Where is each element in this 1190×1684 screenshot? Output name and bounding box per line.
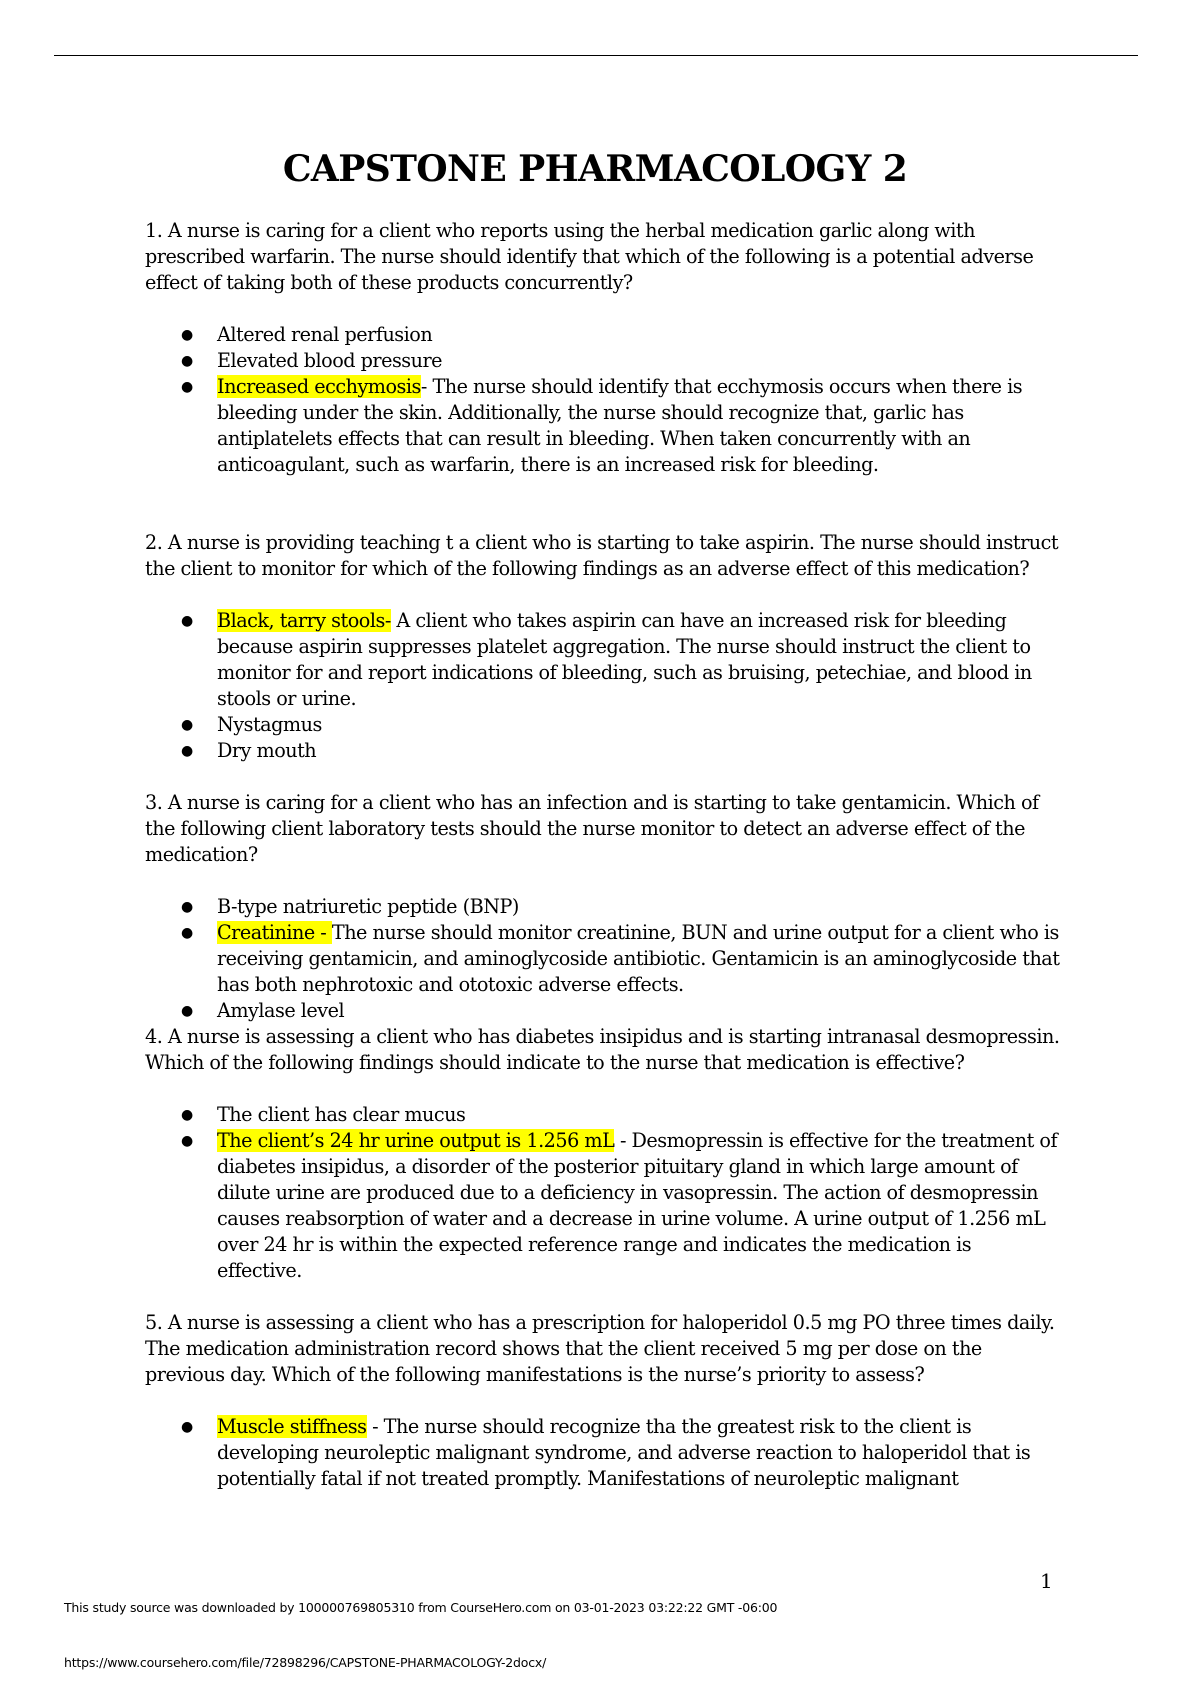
- option-label: Amylase level: [217, 999, 345, 1022]
- answer-options: [145, 1414, 1060, 1492]
- answer-explanation: - The nurse should identify that ecchymosis occurs when there is bleeding under the skin. Additionally, the nurse should recognize that, garlic has antiplatelets effects that can result in bleeding. When taken concurrently with an anticoagulant, such as warfarin, there is an increased risk for bleeding.: [217, 375, 1023, 476]
- question-text: 1. A nurse is caring for a client who reports using the herbal medication garlic along with prescribed warfarin. The nurse should identify that which of the following is a potential adverse effect of taking both of these products concurrently?: [145, 219, 1034, 294]
- question-text: 2. A nurse is providing teaching t a client who is starting to take aspirin. The nurse should instruct the client to monitor for which of the following findings as an adverse effect of this medication?: [145, 531, 1059, 580]
- question-text: 4. A nurse is assessing a client who has diabetes insipidus and is starting intranasal desmopressin. Which of the following findings should indicate to the nurse that medication is effective?: [145, 1025, 1060, 1074]
- bullet-icon: ●: [181, 1419, 193, 1435]
- bullet-icon: ●: [181, 743, 193, 759]
- correct-answer-option: [145, 374, 1060, 478]
- correct-answer-option: [145, 608, 1060, 712]
- option-label: The client has clear mucus: [217, 1103, 466, 1126]
- bullet-icon: ●: [181, 1133, 193, 1149]
- option-label: Altered renal perfusion: [217, 323, 433, 346]
- option-label: Dry mouth: [217, 739, 317, 762]
- answer-explanation: - The nurse should recognize tha the greatest risk to the client is developing neuroleptic malignant syndrome, and adverse reaction to haloperidol that is potentially fatal if not treated promptly. Manifestations of neuroleptic malignant: [217, 1415, 1031, 1490]
- bullet-icon: ●: [181, 353, 193, 369]
- answer-explanation: A client who takes aspirin can have an increased risk for bleeding because aspirin suppresses platelet aggregation. The nurse should instruct the client to monitor for and report indications of bleeding, such as bruising, petechiae, and blood in stools or urine.: [217, 609, 1032, 710]
- answer-option: [145, 998, 1060, 1024]
- bullet-icon: ●: [181, 1003, 193, 1019]
- bullet-icon: ●: [181, 925, 193, 941]
- answer-option: [145, 894, 1060, 920]
- correct-answer-highlight: Increased ecchymosis: [217, 375, 421, 398]
- answer-option: [145, 322, 1060, 348]
- answer-options: [145, 1102, 1060, 1284]
- answer-option: [145, 348, 1060, 374]
- answer-option: [145, 1102, 1060, 1128]
- option-label: B-type natriuretic peptide (BNP): [217, 895, 519, 918]
- answer-option: [145, 712, 1060, 738]
- spacer: [145, 764, 1060, 790]
- answer-options: [145, 322, 1060, 478]
- document-body: [145, 218, 1060, 1492]
- download-source-notice: This study source was downloaded by 100000769805310 from CourseHero.com on 03-01-2023 03:22:22 GMT -06:00: [64, 1600, 778, 1615]
- bullet-icon: ●: [181, 1107, 193, 1123]
- bullet-icon: ●: [181, 327, 193, 343]
- correct-answer-highlight: Muscle stiffness: [217, 1415, 367, 1438]
- correct-answer-highlight: The client’s 24 hr urine output is 1.256 mL: [217, 1129, 615, 1152]
- header-rule: [54, 55, 1138, 56]
- question-2: [145, 530, 1060, 764]
- answer-option: [145, 738, 1060, 764]
- page-number: 1: [1040, 1569, 1053, 1593]
- source-url-link[interactable]: https://www.coursehero.com/file/72898296/CAPSTONE-PHARMACOLOGY-2docx/: [64, 1655, 547, 1670]
- page-title: CAPSTONE PHARMACOLOGY 2: [282, 148, 908, 190]
- bullet-icon: ●: [181, 379, 193, 395]
- question-4: [145, 1024, 1060, 1284]
- question-text: 5. A nurse is assessing a client who has a prescription for haloperidol 0.5 mg PO three times daily. The medication administration record shows that the client received 5 mg per dose on the previous day. Which of the following manifestations is the nurse’s priority to assess?: [145, 1311, 1055, 1386]
- spacer: [145, 1284, 1060, 1310]
- correct-answer-option: [145, 1414, 1060, 1492]
- answer-options: [145, 608, 1060, 764]
- correct-answer-highlight: Black, tarry stools-: [217, 609, 391, 632]
- question-1: [145, 218, 1060, 478]
- bullet-icon: ●: [181, 717, 193, 733]
- correct-answer-highlight: Creatinine -: [217, 921, 332, 944]
- answer-options: [145, 894, 1060, 1024]
- correct-answer-option: [145, 1128, 1060, 1284]
- option-label: Nystagmus: [217, 713, 322, 736]
- bullet-icon: ●: [181, 899, 193, 915]
- spacer: [145, 478, 1060, 530]
- option-label: Elevated blood pressure: [217, 349, 443, 372]
- question-text: 3. A nurse is caring for a client who has an infection and is starting to take gentamicin. Which of the following client laboratory tests should the nurse monitor to detect an adverse effect of the medication?: [145, 791, 1039, 866]
- question-5: [145, 1310, 1060, 1492]
- correct-answer-option: [145, 920, 1060, 998]
- bullet-icon: ●: [181, 613, 193, 629]
- answer-explanation: - Desmopressin is effective for the treatment of diabetes insipidus, a disorder of the posterior pituitary gland in which large amount of dilute urine are produced due to a deficiency in vasopressin. The action of desmopressin causes reabsorption of water and a decrease in urine volume. A urine output of 1.256 mL over 24 hr is within the expected reference range and indicates the medication is effective.: [217, 1129, 1058, 1282]
- answer-explanation: The nurse should monitor creatinine, BUN and urine output for a client who is receiving gentamicin, and aminoglycoside antibiotic. Gentamicin is an aminoglycoside that has both nephrotoxic and ototoxic adverse effects.: [217, 921, 1060, 996]
- question-3: [145, 790, 1060, 1024]
